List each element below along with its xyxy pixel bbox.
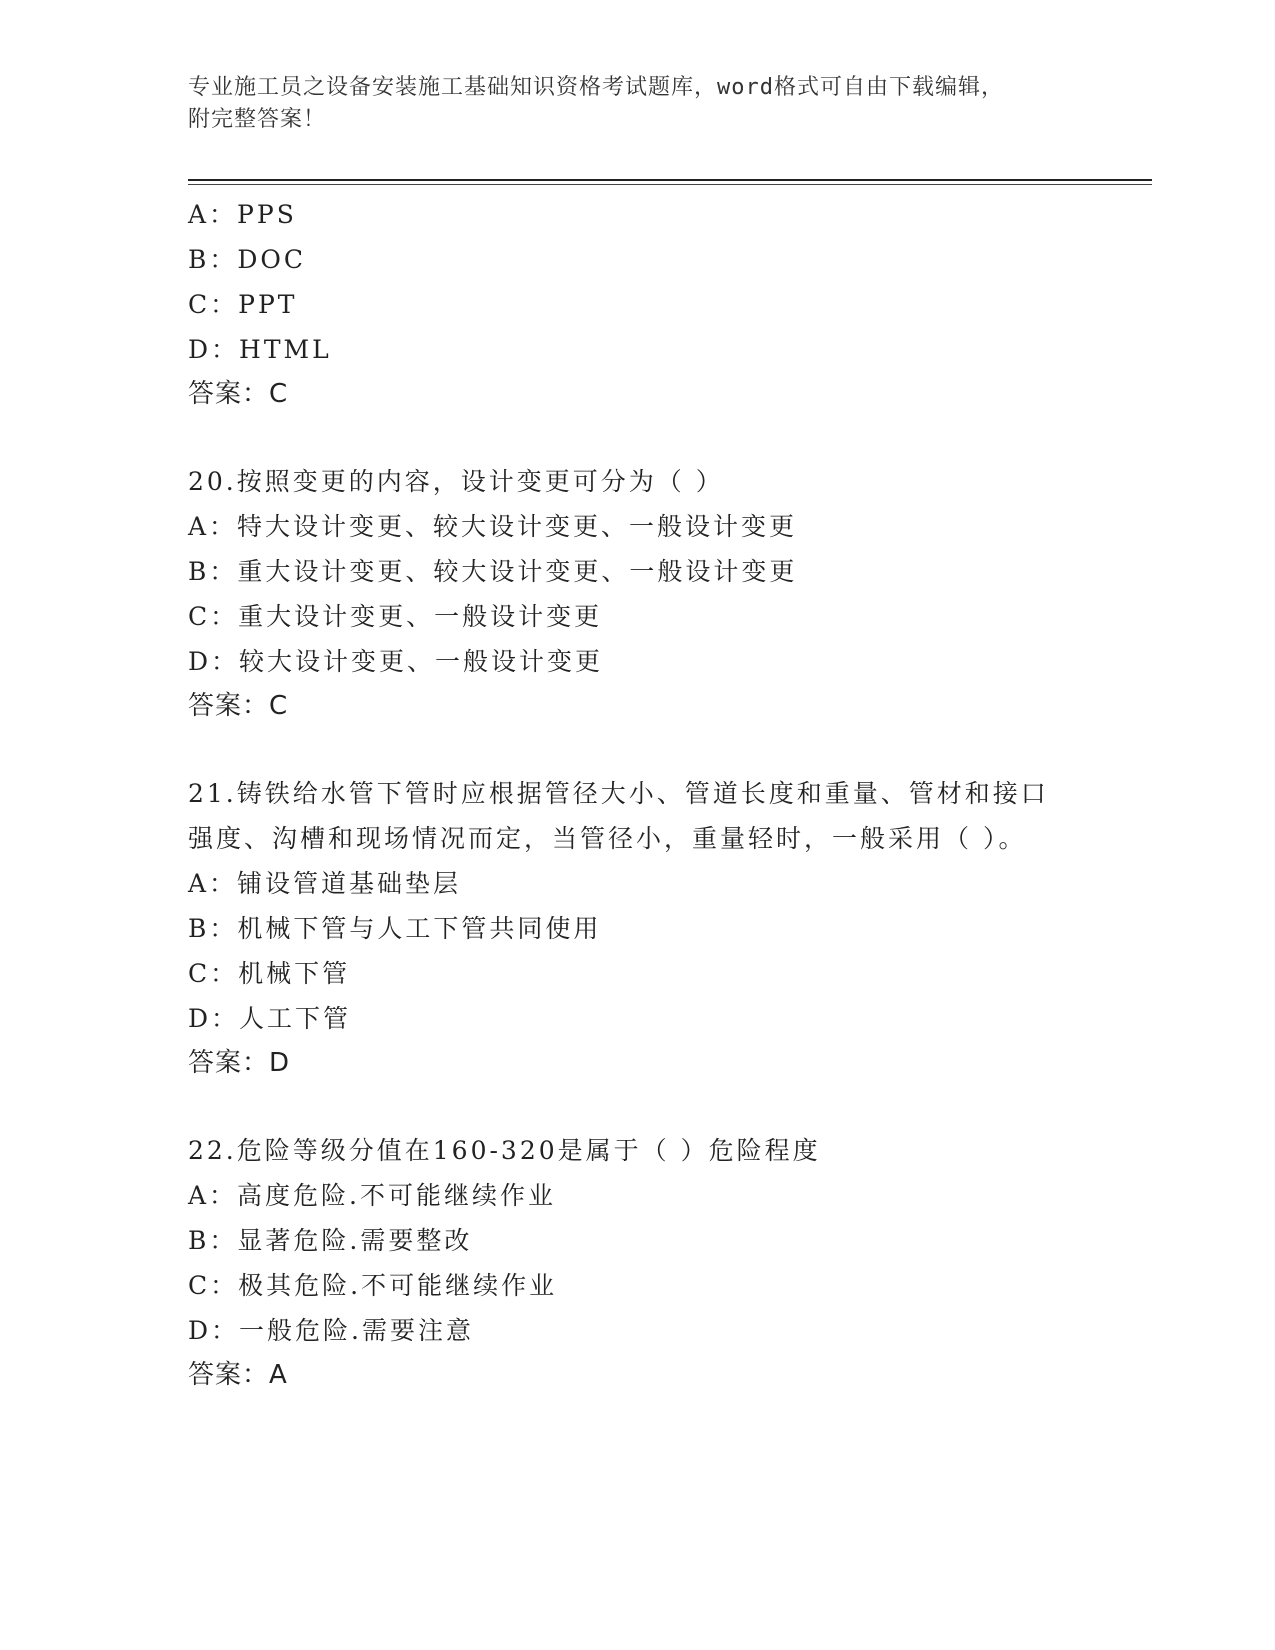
- header-line-1: 专业施工员之设备安装施工基础知识资格考试题库，word格式可自由下载编辑，: [188, 75, 1004, 100]
- document-body: [188, 192, 1152, 1398]
- question-text: 20.按照变更的内容，设计变更可分为（ ）: [188, 467, 724, 496]
- option-a: A：PPS: [188, 200, 297, 229]
- question-text: 22.危险等级分值在160-320是属于（ ）危险程度: [188, 1136, 821, 1165]
- option-c: C：极其危险.不可能继续作业: [188, 1271, 558, 1300]
- option-b: B：机械下管与人工下管共同使用: [188, 914, 602, 943]
- option-d: D：人工下管: [188, 1004, 352, 1033]
- option-a: A：高度危险.不可能继续作业: [188, 1181, 557, 1210]
- option-b: B：DOC: [188, 245, 307, 274]
- option-a: A：特大设计变更、较大设计变更、一般设计变更: [188, 512, 798, 541]
- question-block-19: [188, 192, 1152, 417]
- header-line-2: 附完整答案！: [188, 107, 327, 132]
- answer: 答案：A: [188, 1360, 288, 1390]
- option-b: B：重大设计变更、较大设计变更、一般设计变更: [188, 557, 798, 586]
- option-b: B：显著危险.需要整改: [188, 1226, 473, 1255]
- question-text-line-1: 21.铸铁给水管下管时应根据管径大小、管道长度和重量、管材和接口: [188, 779, 1049, 808]
- question-block-20: [188, 459, 1152, 729]
- answer: 答案：D: [188, 1048, 291, 1078]
- question-block-21: [188, 771, 1152, 1086]
- option-d: D：较大设计变更、一般设计变更: [188, 647, 604, 676]
- option-d: D：一般危险.需要注意: [188, 1316, 474, 1345]
- document-header: [188, 72, 1068, 136]
- option-c: C：机械下管: [188, 959, 351, 988]
- question-block-22: [188, 1128, 1152, 1398]
- answer: 答案：C: [188, 691, 289, 721]
- option-c: C：重大设计变更、一般设计变更: [188, 602, 603, 631]
- answer: 答案：C: [188, 379, 289, 409]
- option-c: C：PPT: [188, 290, 298, 319]
- option-a: A：铺设管道基础垫层: [188, 869, 462, 898]
- question-text-line-2: 强度、沟槽和现场情况而定，当管径小，重量轻时，一般采用（ ）。: [188, 824, 1027, 853]
- header-rule-thin: [188, 184, 1152, 185]
- header-rule-thick: [188, 179, 1152, 181]
- option-d: D：HTML: [188, 335, 332, 364]
